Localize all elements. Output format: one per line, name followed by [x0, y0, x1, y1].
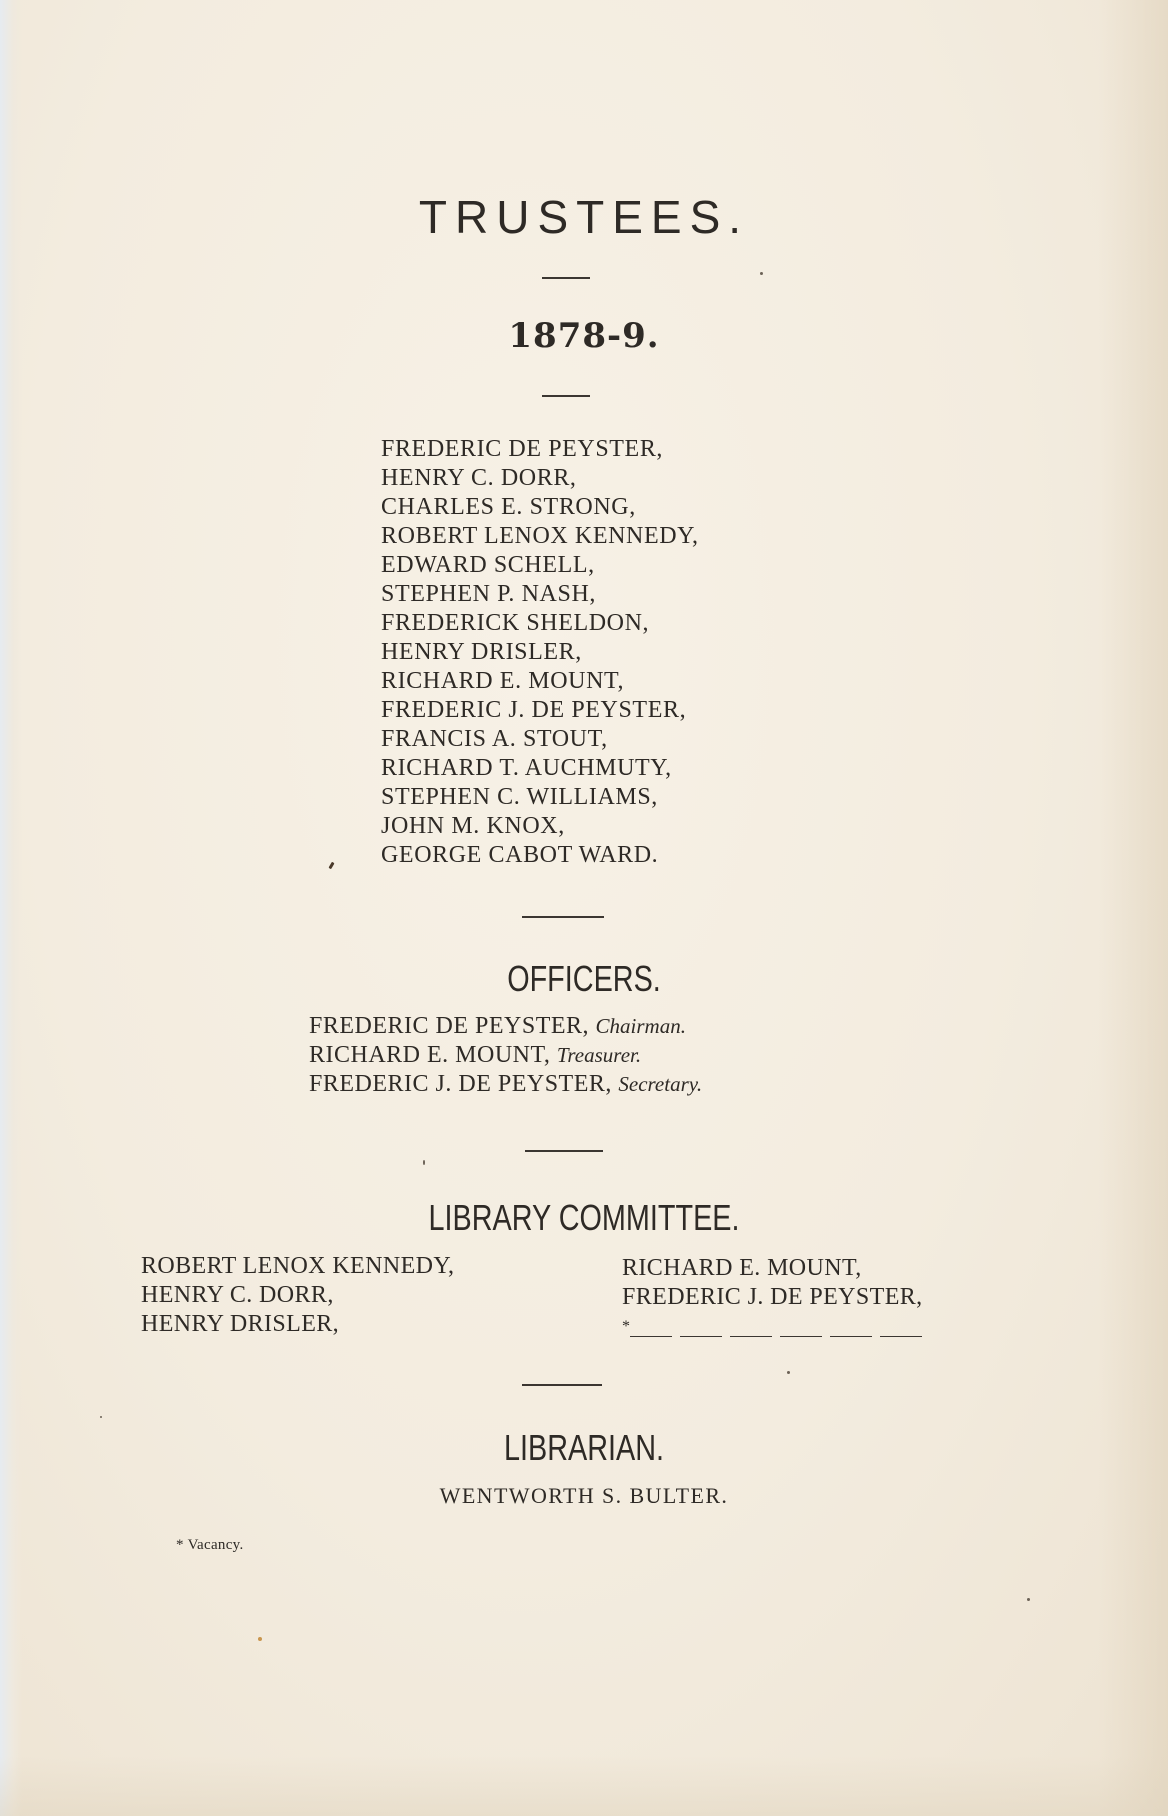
paper-speck [1027, 1598, 1030, 1601]
trustee-name: JOHN M. KNOX, [381, 813, 565, 839]
officer-name: FREDERIC J. DE PEYSTER, [309, 1071, 612, 1097]
committee-member: HENRY C. DORR, [141, 1282, 334, 1308]
paper-speck [258, 1637, 262, 1641]
officer-name: FREDERIC DE PEYSTER, [309, 1013, 590, 1039]
trustee-name: STEPHEN C. WILLIAMS, [381, 784, 658, 810]
paper-speck [100, 1416, 102, 1418]
officer-name: RICHARD E. MOUNT, [309, 1042, 551, 1068]
librarian-name: WENTWORTH S. BULTER. [439, 1483, 729, 1508]
officer-role: Treasurer. [556, 1043, 642, 1067]
librarian-heading: LIBRARIAN. [503, 1427, 665, 1468]
trustee-name: STEPHEN P. NASH, [381, 581, 596, 607]
divider-rule [542, 277, 590, 279]
trustee-name: HENRY C. DORR, [381, 465, 577, 491]
trustee-name: ROBERT LENOX KENNEDY, [381, 523, 699, 549]
vacancy-blank-line [630, 1323, 930, 1337]
trustee-list [381, 435, 699, 870]
trustee-name: FREDERIC DE PEYSTER, [381, 436, 664, 462]
committee-member: RICHARD E. MOUNT, [622, 1255, 862, 1281]
divider-rule [525, 1150, 603, 1152]
officer-entry [309, 1070, 702, 1099]
vacancy-entry [622, 1312, 930, 1343]
page-bottom-edge [0, 1756, 1168, 1816]
paper-speck [787, 1371, 790, 1374]
trustee-name: RICHARD T. AUCHMUTY, [381, 755, 672, 781]
officer-entry [309, 1012, 702, 1041]
library-committee-heading: LIBRARY COMMITTEE. [428, 1197, 740, 1238]
divider-rule [522, 1384, 602, 1386]
page-left-edge [0, 0, 22, 1816]
committee-member: HENRY DRISLER, [141, 1311, 340, 1337]
paper-speck [423, 1160, 425, 1165]
officer-entry [309, 1041, 702, 1070]
committee-member: ROBERT LENOX KENNEDY, [141, 1253, 455, 1279]
officers-list [309, 1012, 702, 1099]
committee-right-column [622, 1254, 930, 1343]
trustee-name: HENRY DRISLER, [381, 639, 582, 665]
committee-left-column [141, 1252, 454, 1339]
committee-member: FREDERIC J. DE PEYSTER, [622, 1284, 923, 1310]
divider-rule [522, 916, 604, 918]
officer-role: Secretary. [618, 1072, 703, 1096]
vacancy-footnote: * Vacancy. [176, 1537, 244, 1553]
paper-speck [760, 272, 763, 275]
vacancy-marker: * [622, 1318, 631, 1335]
trustee-name: FREDERIC J. DE PEYSTER, [381, 697, 687, 723]
divider-rule [542, 395, 590, 397]
trustee-name: FREDERICK SHELDON, [381, 610, 650, 636]
trustees-heading: TRUSTEES. [418, 191, 750, 243]
year-label: 1878-9. [508, 316, 660, 356]
officer-role: Chairman. [595, 1014, 686, 1038]
trustee-name: EDWARD SCHELL, [381, 552, 595, 578]
trustee-name: GEORGE CABOT WARD. [381, 842, 659, 868]
trustee-name: RICHARD E. MOUNT, [381, 668, 625, 694]
page-right-edge [1098, 0, 1168, 1816]
ink-mark [328, 862, 334, 870]
trustee-name: FRANCIS A. STOUT, [381, 726, 608, 752]
officers-heading: OFFICERS. [507, 958, 661, 999]
trustee-name: CHARLES E. STRONG, [381, 494, 636, 520]
